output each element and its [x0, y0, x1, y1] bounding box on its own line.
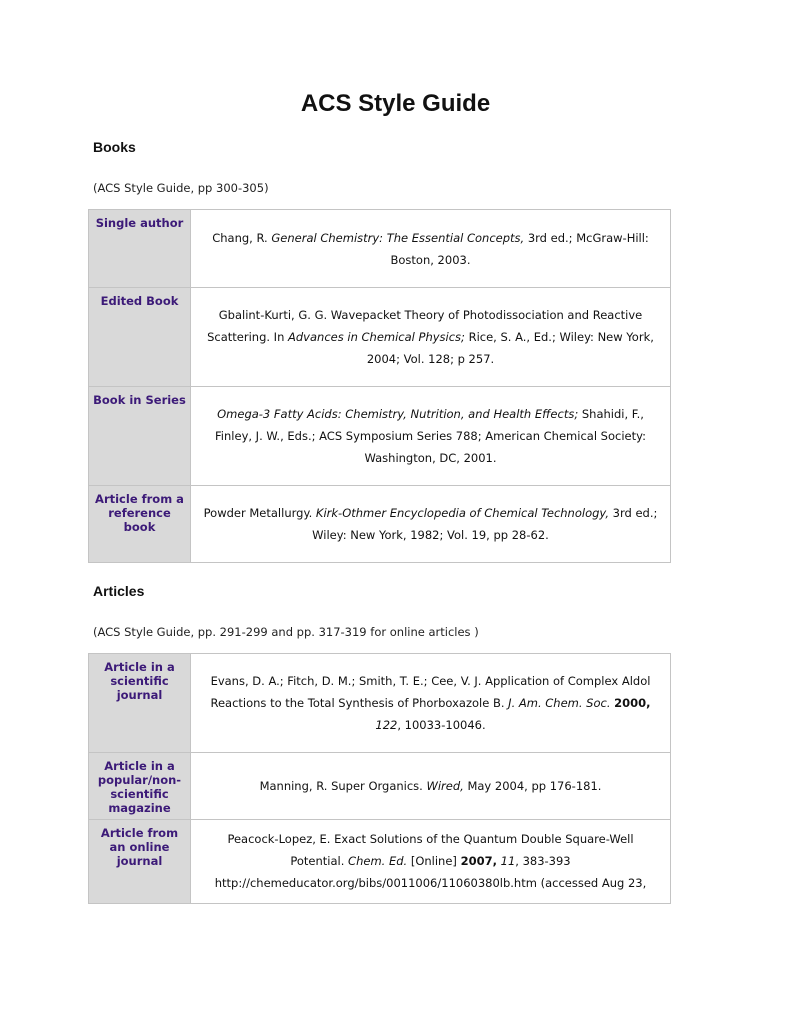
table-row [89, 820, 671, 904]
citation-part: 3rd ed.; McGraw-Hill: Boston, 2003. [390, 230, 649, 267]
table-row [89, 654, 671, 753]
row-label: Single author [89, 210, 191, 288]
citation-text [199, 403, 662, 469]
citation [191, 654, 671, 753]
table-row [89, 486, 671, 563]
row-label: Article in a scientific journal [89, 654, 191, 753]
citation-part: [Online] [407, 854, 461, 868]
citation-part: May 2004, pp 176-181. [463, 779, 602, 793]
citation-part: 2000, [614, 696, 651, 710]
row-label: Article in a popular/non-scientific magazine [89, 753, 191, 820]
citation-part: 11 [500, 854, 516, 868]
citation-part: Chang, R. [212, 230, 272, 245]
books-reference-table [88, 209, 671, 563]
citation-text [199, 227, 662, 271]
books-heading: Books [93, 139, 136, 155]
citation-part: Powder Metallurgy. [203, 506, 316, 520]
table-row [89, 753, 671, 820]
citation-part: , 10033-10046. [397, 718, 486, 732]
citation-part: 3rd ed.; Wiley: New York, 1982; Vol. 19, pp 28-62. [312, 506, 658, 542]
citation [191, 820, 671, 904]
table-row [89, 387, 671, 486]
citation-part: Manning, R. Super Organics. [259, 779, 427, 793]
citation [191, 753, 671, 820]
citation-part: J. Am. Chem. Soc. [508, 696, 611, 710]
citation-part: Rice, S. A., Ed.; Wiley: New York, 2004; Vol. 128; p 257. [366, 330, 654, 366]
articles-source-note: (ACS Style Guide, pp. 291-299 and pp. 317-319 for online articles ) [93, 625, 479, 639]
row-label: Article from a reference book [89, 486, 191, 563]
row-label: Book in Series [89, 387, 191, 486]
citation-part: Shahidi, F., Finley, J. W., Eds.; ACS Symposium Series 788; American Chemical Society: Washington, DC, 2001. [215, 407, 646, 465]
citation-part: Evans, D. A.; Fitch, D. M.; Smith, T. E.; Cee, V. J. Application of Complex Aldol Reactions to the Total Synthesis of Phorboxazole B. [210, 674, 651, 710]
citation-text [199, 304, 662, 370]
citation-text [199, 828, 662, 894]
books-source-note: (ACS Style Guide, pp 300-305) [93, 181, 269, 195]
citation [191, 288, 671, 387]
citation-part: , 383-393 http://chemeducator.org/bibs/0011006/11060380lb.htm (accessed Aug 23, [214, 854, 647, 890]
citation-part: Gbalint-Kurti, G. G. Wavepacket Theory of Photodissociation and Reactive Scattering. In [207, 308, 643, 344]
page-title: ACS Style Guide [300, 90, 491, 117]
articles-reference-table [88, 653, 671, 904]
citation-part: Advances in Chemical Physics; [288, 330, 465, 344]
citation [191, 210, 671, 288]
citation-part: Wired, [426, 779, 464, 793]
citation [191, 486, 671, 563]
row-label: Edited Book [89, 288, 191, 387]
table-row [89, 210, 671, 288]
citation-part: 2007, [460, 854, 497, 868]
citation-text [199, 775, 662, 797]
row-label: Article from an online journal [89, 820, 191, 904]
citation-part: Kirk-Othmer Encyclopedia of Chemical Technology, [315, 506, 609, 520]
table-row [89, 288, 671, 387]
citation-part: Omega-3 Fatty Acids: Chemistry, Nutrition, and Health Effects; [217, 407, 579, 421]
citation-part: Peacock-Lopez, E. Exact Solutions of the Quantum Double Square-Well Potential. [227, 832, 634, 868]
citation-text [199, 670, 662, 736]
citation [191, 387, 671, 486]
citation-part: General Chemistry: The Essential Concepts, [271, 230, 525, 245]
citation-text [199, 502, 662, 546]
citation-part: 122 [375, 718, 398, 732]
citation-part: Chem. Ed. [348, 854, 408, 868]
articles-heading: Articles [93, 583, 145, 599]
